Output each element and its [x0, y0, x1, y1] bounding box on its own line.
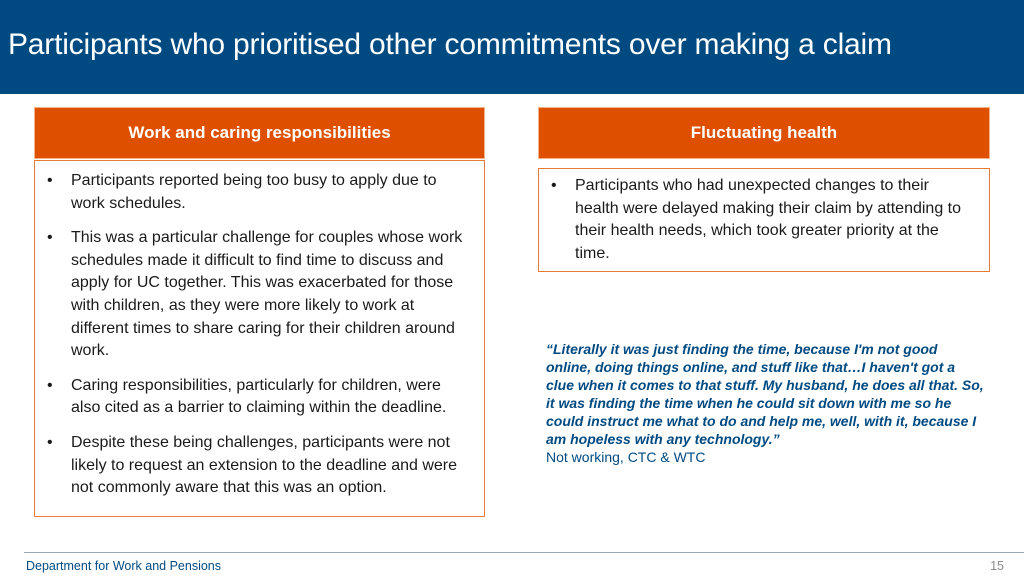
- list-item: [35, 227, 474, 363]
- footer-divider: [24, 552, 1024, 553]
- fluctuating-health-content-box: [538, 168, 990, 272]
- bullet-icon: •: [551, 177, 557, 194]
- bullet-icon: •: [47, 229, 53, 247]
- fluctuating-health-heading-box: [538, 107, 990, 159]
- footer-department: Department for Work and Pensions: [26, 559, 222, 573]
- bullet-icon: •: [47, 433, 53, 451]
- work-caring-heading: Work and caring responsibilities: [128, 123, 391, 142]
- list-item: [539, 175, 967, 265]
- page-title: Participants who prioritised other commitments over making a claim: [8, 28, 892, 61]
- list-item: [35, 432, 474, 500]
- participant-quote: [546, 340, 986, 466]
- list-item: [35, 375, 474, 420]
- work-caring-heading-box: [34, 107, 485, 159]
- page-number: 15: [990, 559, 1004, 573]
- list-item: [35, 170, 474, 215]
- work-caring-content-box: [34, 160, 485, 517]
- bullet-text: Caring responsibilities, particularly for children, were also cited as a barrier to claiming within the deadline.: [71, 376, 447, 417]
- bullet-icon: •: [47, 172, 53, 189]
- bullet-text: Participants who had unexpected changes to their health were delayed making their claim by attending to their health needs, which took greater priority at the time.: [575, 177, 961, 262]
- title-bar: [0, 0, 1024, 94]
- fluctuating-health-heading: Fluctuating health: [690, 123, 838, 142]
- quote-text: “Literally it was just finding the time, because I'm not good online, doing things online, and stuff like that…I haven't got a clue when it comes to that stuff. My husband, he does all that. So, it was finding the time when he could sit down with me so he could instruct me what to do and help me, well, with it, because I am hopeless with any technology.”: [546, 341, 984, 447]
- bullet-text: Despite these being challenges, participants were not likely to request an extension to the deadline and were not commonly aware that this was an option.: [71, 433, 458, 497]
- quote-attribution: Not working, CTC & WTC: [546, 449, 706, 465]
- bullet-text: This was a particular challenge for couples whose work schedules made it difficult to find time to discuss and apply for UC together. This was exacerbated for those with children, as they were more likely to work at different times to share caring for their children around work.: [71, 229, 463, 360]
- fluctuating-health-bullet-list: [539, 175, 967, 265]
- bullet-icon: •: [47, 376, 53, 394]
- work-caring-bullet-list: [35, 170, 474, 500]
- bullet-text: Participants reported being too busy to apply due to work schedules.: [71, 172, 437, 212]
